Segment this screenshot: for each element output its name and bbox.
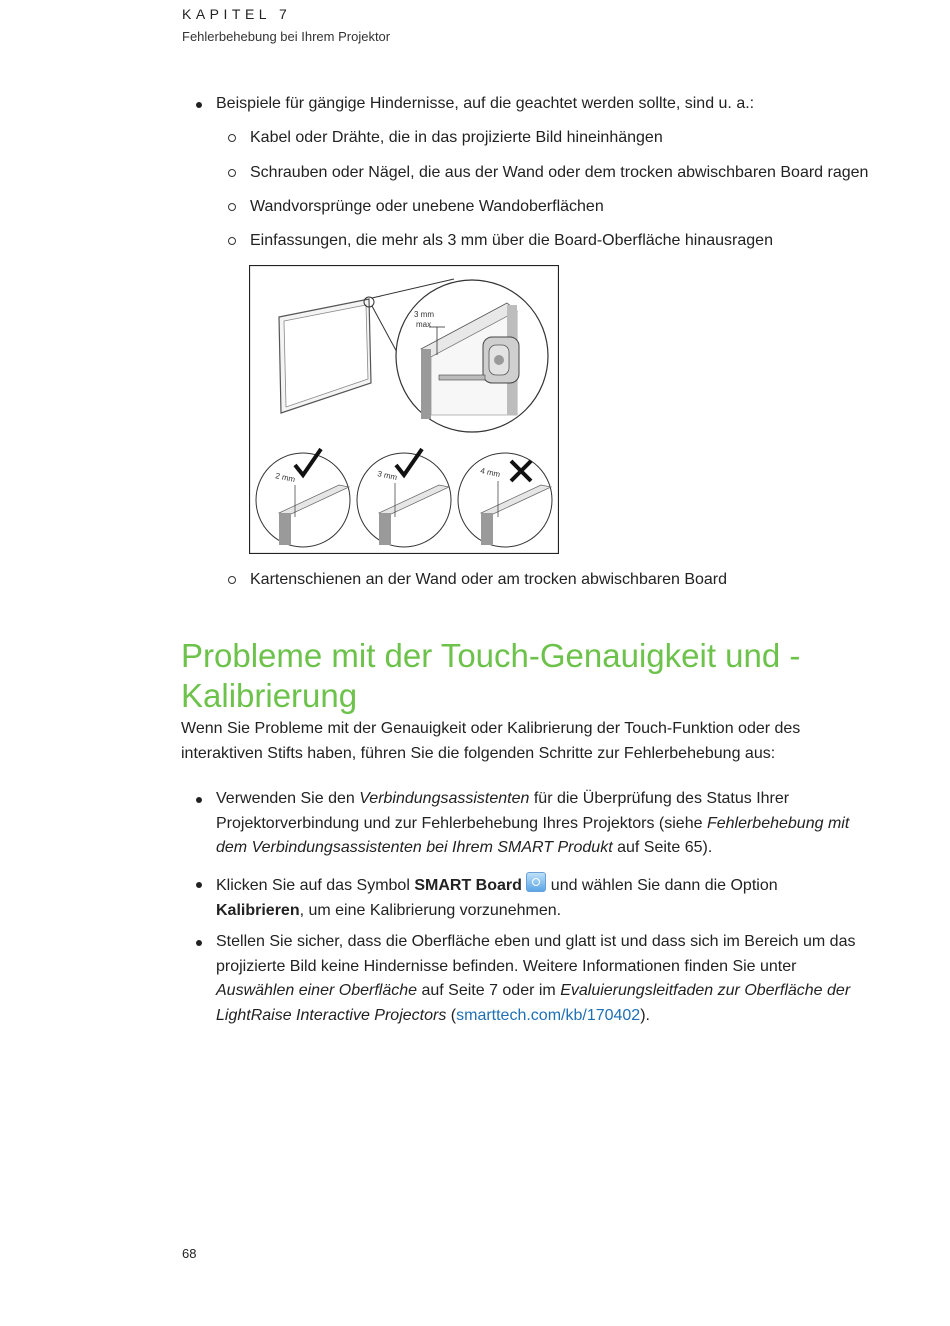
kb-link[interactable]: smarttech.com/kb/170402: [456, 1006, 641, 1024]
measure-label: 4 mm: [479, 466, 502, 480]
section-intro: Wenn Sie Probleme mit der Genauigkeit oder Kalibrierung der Touch-Funktion oder des interaktiven Stifts haben, führen Sie die folgenden Schritte zur Fehlerbehebung aus:: [181, 720, 801, 762]
step-surface-check: Stellen Sie sicher, dass die Oberfläche eben und glatt ist und dass sich im Bereich um das projizierte Bild keine Hindernisse befinden. Weitere Informationen finden Sie unter Auswählen einer Oberfläche auf Seite 7 oder im Evaluierungsleitfaden zur Oberfläche der LightRaise Interactive Projectors (smarttech.com/kb/170402).: [216, 933, 856, 1024]
bullet-icon: [196, 102, 202, 108]
bullet-icon: [196, 940, 202, 946]
circle-bullet-icon: [228, 169, 236, 177]
measure-label: 3 mm: [414, 310, 434, 319]
measure-label: 2 mm: [274, 471, 297, 485]
step-calibrate: Klicken Sie auf das Symbol SMART Board und wählen Sie dann die Option Kalibrieren, um eine Kalibrierung vorzunehmen.: [216, 872, 876, 923]
bullet-icon: [196, 882, 202, 888]
section-heading: Probleme mit der Touch-Genauigkeit und - Kalibrierung: [181, 637, 801, 714]
obstacles-intro: Beispiele für gängige Hindernisse, auf die geachtet werden sollte, sind u. a.:: [216, 95, 755, 112]
smart-board-icon: [526, 872, 546, 892]
measure-label: max: [416, 320, 432, 329]
circle-bullet-icon: [228, 203, 236, 211]
magnified-detail: [396, 280, 548, 432]
circle-bullet-icon: [228, 237, 236, 245]
bezel-diagram: [249, 265, 559, 554]
detail-circle-4mm: [458, 453, 552, 547]
chapter-label: KAPITEL 7: [182, 6, 292, 22]
chapter-subtitle: Fehlerbehebung bei Ihrem Projektor: [182, 29, 391, 44]
bullet-icon: [196, 797, 202, 803]
step-connection-wizard: Verwenden Sie den Verbindungsassistenten für die Überprüfung des Status Ihrer Projektorverbindung und zur Fehlerbehebung Ihres Projektors (siehe Fehlerbehebung mit dem Verbindungsassistenten bei Ihrem SMART Produkt auf Seite 65).: [216, 790, 850, 856]
circle-bullet-icon: [228, 576, 236, 584]
measure-label: 3 mm: [376, 469, 399, 483]
circle-bullet-icon: [228, 134, 236, 142]
page-number: 68: [182, 1246, 197, 1261]
